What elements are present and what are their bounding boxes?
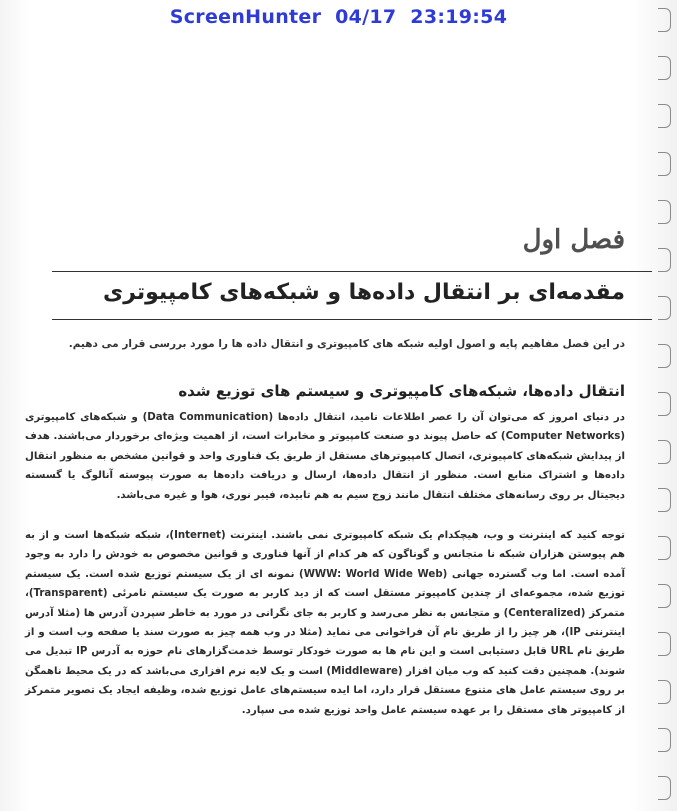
- binding-ring: [658, 392, 671, 416]
- chapter-title: مقدمه‌ای بر انتقال داده‌ها و شبکه‌های کامپیوتری: [103, 280, 625, 305]
- watermark-time: 23:19:54: [410, 6, 508, 28]
- watermark-app: ScreenHunter: [169, 6, 322, 28]
- chapter-intro: در این فصل مفاهیم پایه و اصول اولیه شبکه های کامپیوتری و انتقال داده ها را مورد بررسی قرار می دهیم.: [68, 338, 625, 350]
- watermark-date: 04/17: [335, 6, 397, 28]
- screenhunter-watermark: [0, 6, 677, 28]
- binding-ring: [658, 296, 671, 320]
- binding-ring: [658, 8, 671, 32]
- binding-ring: [658, 488, 671, 512]
- binding-ring: [658, 440, 671, 464]
- binding-ring: [658, 776, 671, 800]
- binding-ring: [658, 248, 671, 272]
- binding-ring: [658, 56, 671, 80]
- binding-ring: [658, 152, 671, 176]
- binding-ring: [658, 104, 671, 128]
- binding-ring: [658, 200, 671, 224]
- binding-ring: [658, 584, 671, 608]
- paragraph-1: در دنیای امروز که می‌توان آن را عصر اطلاعات نامید، انتقال داده‌ها (Data Communication) و شبکه‌های کامپیوتری (Computer Networks) که حاصل پیوند دو صنعت کامپیوتر و مخابرات است، از اهمیت ویژه‌ای برخوردار می‌باشند. هدف از پیدایش شبکه‌های کامپیوتری، اتصال کامپیوترهای مستقل از طریق یک فناوری واحد و قوانین مشخص به منظور انتقال داده‌ها و اشتراک منابع است. منظور از انتقال داده‌ها، ارسال و دریافت داده‌ها به صورت پیوسته آنالوگ یا گسسته دیجیتال بر روی رسانه‌های مختلف انتقال مانند زوج سیم به هم تابیده، فیبر نوری، هوا و غیره می‌باشد.: [25, 412, 625, 501]
- section-heading: انتقال داده‌ها، شبکه‌های کامپیوتری و سیستم های توزیع شده: [178, 382, 625, 400]
- title-rule-top: [52, 271, 652, 272]
- binding-ring: [658, 536, 671, 560]
- title-rule-bottom: [52, 319, 652, 320]
- spiral-binding-edge: [653, 8, 671, 808]
- binding-ring: [658, 728, 671, 752]
- binding-ring: [658, 632, 671, 656]
- binding-ring: [658, 680, 671, 704]
- paragraph-2: توجه کنید که اینترنت و وب، هیچکدام یک شبکه کامپیوتری نمی باشند. اینترنت (Internet)، شبکه شبکه‌ها است و از به هم پیوستن هزاران شبکه نا متجانس و گوناگون که هر کدام از آنها فناوری و قوانین مخصوص به خودش را دارد به وجود آمده است. اما وب گسترده جهانی (WWW: World Wide Web) نمونه ای از یک سیستم توزیع شده است. یک سیستم توزیع شده، مجموعه‌ای از چندین کامپیوتر مستقل است که از دید کاربر به صورت یک سیستم نامرئی (Transparent)، متمرکز (Centeralized) و متجانس به نظر می‌رسد و کاربر به جای نگرانی در مورد به خاطر سپردن آدرس ها (مثلا آدرس اینترنتی IP)، هر چیز را از طریق نام آن فراخوانی می نماید (مثلا در وب همه چیز به صورت سند یا صفحه وب است و از طریق نام URL قابل دستیابی است و این نام ها به صورت خودکار توسط خدمت‌گزارهای نام حوزه به آدرس IP تبدیل می شوند). همچنین دقت کنید که وب میان افزار (Middleware) است و یک لایه نرم افزاری می‌باشد که در یک محیط ناهمگن بر روی سیستم عامل های متنوع مستقل قرار دارد، اما ایده سیستم‌های عامل توزیع شده، وظیفه ایجاد یک تصویر متمرکز از کامپیوتر های مستقل را بر عهده سیستم عامل واحد توزیع شده می سپارد.: [25, 530, 626, 716]
- chapter-label: فصل اول: [522, 225, 625, 255]
- binding-ring: [658, 344, 671, 368]
